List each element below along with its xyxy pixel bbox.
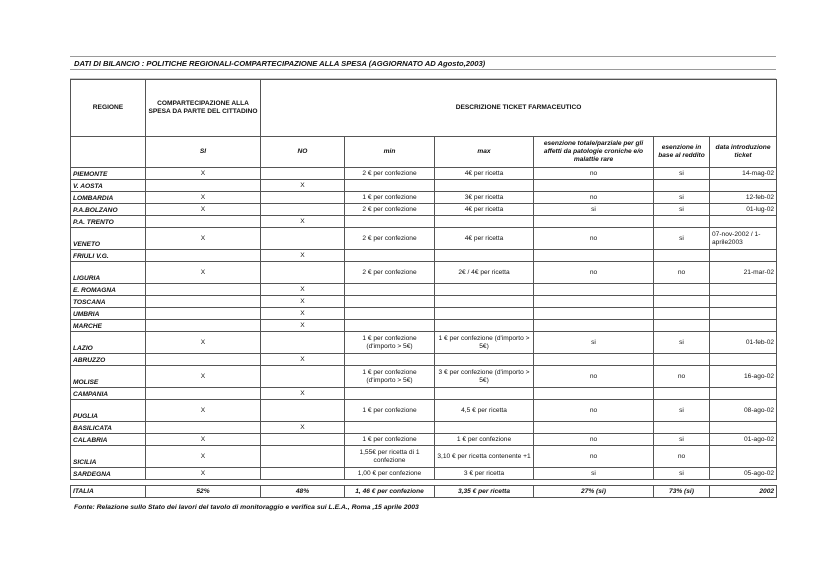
- cell-si: [146, 296, 261, 308]
- cell-min: 1 € per confezione: [345, 400, 435, 422]
- cell-max: [435, 388, 534, 400]
- cell-data: [710, 284, 777, 296]
- cell-no: X: [261, 296, 345, 308]
- cell-data: [710, 320, 777, 332]
- cell-si: X: [146, 204, 261, 216]
- cell-esenzione-patologie: no: [534, 400, 654, 422]
- cell-esenzione-patologie: [534, 354, 654, 366]
- cell-no: [261, 366, 345, 388]
- spacer-row: [70, 70, 776, 79]
- cell-esenzione-patologie: [534, 320, 654, 332]
- cell-max: 1 € per confezione (d'importo > 5€): [435, 332, 534, 354]
- cell-esenzione-patologie: [534, 180, 654, 192]
- data-table: [70, 79, 777, 498]
- header-si: SI: [146, 137, 261, 168]
- cell-esenzione-patologie: no: [534, 446, 654, 468]
- cell-data: 01-ago-02: [710, 434, 777, 446]
- cell-esenzione-patologie: [534, 388, 654, 400]
- cell-si: [146, 308, 261, 320]
- header-min: min: [345, 137, 435, 168]
- cell-max: 3€ per ricetta: [435, 192, 534, 204]
- cell-regione: TOSCANA: [71, 296, 146, 308]
- cell-min: 2 € per confezione: [345, 262, 435, 284]
- cell-no: [261, 262, 345, 284]
- cell-esenzione-reddito: [654, 422, 710, 434]
- cell-max: [435, 284, 534, 296]
- source-note: Fonte: Relazione sullo Stato dei lavori del tavolo di monitoraggio e verifica sui L.E.A., Roma ,15 aprile 2003: [74, 504, 419, 511]
- header-esenzione-patologie: esenzione totale/parziale per gli affetti da patologie croniche e/o malattie rare: [534, 137, 654, 168]
- table-row: [71, 262, 777, 284]
- cell-max: 2€ / 4€ per ricetta: [435, 262, 534, 284]
- cell-no: [261, 468, 345, 480]
- total-row: [71, 486, 777, 498]
- cell-esenzione-reddito: si: [654, 168, 710, 180]
- cell-data: 21-mar-02: [710, 262, 777, 284]
- cell-max: [435, 216, 534, 228]
- cell-max: [435, 422, 534, 434]
- header-empty: [71, 137, 146, 168]
- cell-esenzione-patologie: si: [534, 468, 654, 480]
- cell-regione: PUGLIA: [71, 400, 146, 422]
- cell-min: [345, 320, 435, 332]
- cell-no: X: [261, 250, 345, 262]
- cell-no: X: [261, 388, 345, 400]
- table-row: [71, 216, 777, 228]
- table-row: [71, 446, 777, 468]
- cell-max: 4€ per ricetta: [435, 168, 534, 180]
- cell-no: [261, 446, 345, 468]
- table-row: [71, 388, 777, 400]
- cell-regione: MARCHE: [71, 320, 146, 332]
- cell-esenzione-reddito: no: [654, 262, 710, 284]
- cell-si: X: [146, 192, 261, 204]
- cell-max: 4,5 € per ricetta: [435, 400, 534, 422]
- table-row: [71, 308, 777, 320]
- cell-esenzione-reddito: no: [654, 366, 710, 388]
- cell-max: [435, 308, 534, 320]
- cell-min: [345, 296, 435, 308]
- cell-regione: CALABRIA: [71, 434, 146, 446]
- cell-esenzione-reddito: [654, 216, 710, 228]
- cell-no: [261, 228, 345, 250]
- cell-no: X: [261, 308, 345, 320]
- table-row: [71, 192, 777, 204]
- cell-si: X: [146, 366, 261, 388]
- cell-esenzione-patologie: si: [534, 204, 654, 216]
- header-no: NO: [261, 137, 345, 168]
- cell-esenzione-patologie: [534, 284, 654, 296]
- cell-esenzione-patologie: [534, 308, 654, 320]
- cell-data: [710, 354, 777, 366]
- cell-data: 16-ago-02: [710, 366, 777, 388]
- cell-data: 14-mag-02: [710, 168, 777, 180]
- table-row: [71, 228, 777, 250]
- cell-data: 01-lug-02: [710, 204, 777, 216]
- cell-esenzione-patologie: [534, 250, 654, 262]
- cell-data: [710, 446, 777, 468]
- header-regione: REGIONE: [71, 80, 146, 137]
- cell-si: [146, 388, 261, 400]
- cell-esenzione-patologie: si: [534, 332, 654, 354]
- cell-data: [710, 180, 777, 192]
- cell-max: 3,10 € per ricetta contenente +1: [435, 446, 534, 468]
- cell-min: [345, 284, 435, 296]
- cell-min: [345, 216, 435, 228]
- cell-regione: SICILIA: [71, 446, 146, 468]
- table-row: [71, 284, 777, 296]
- cell-no: [261, 204, 345, 216]
- cell-esenzione-reddito: [654, 308, 710, 320]
- cell-esenzione-reddito: no: [654, 446, 710, 468]
- cell-esenzione-reddito: si: [654, 228, 710, 250]
- cell-data: 01-feb-02: [710, 332, 777, 354]
- cell-si: [146, 180, 261, 192]
- cell-regione: CAMPANIA: [71, 388, 146, 400]
- cell-max: 3 € per ricetta: [435, 468, 534, 480]
- cell-esenzione-reddito: si: [654, 434, 710, 446]
- cell-no: X: [261, 180, 345, 192]
- total-data: 2002: [710, 486, 777, 498]
- cell-esenzione-patologie: no: [534, 168, 654, 180]
- cell-max: [435, 320, 534, 332]
- cell-esenzione-reddito: si: [654, 332, 710, 354]
- cell-data: 12-feb-02: [710, 192, 777, 204]
- total-esenzione-patologie: 27% (si): [534, 486, 654, 498]
- cell-esenzione-reddito: si: [654, 400, 710, 422]
- cell-si: X: [146, 168, 261, 180]
- cell-esenzione-patologie: [534, 296, 654, 308]
- header-descrizione: DESCRIZIONE TICKET FARMACEUTICO: [261, 80, 777, 137]
- cell-no: X: [261, 216, 345, 228]
- cell-esenzione-reddito: si: [654, 204, 710, 216]
- cell-min: 2 € per confezione: [345, 228, 435, 250]
- cell-data: 08-ago-02: [710, 400, 777, 422]
- cell-max: [435, 354, 534, 366]
- cell-no: [261, 400, 345, 422]
- cell-max: [435, 180, 534, 192]
- page-title: DATI DI BILANCIO : POLITICHE REGIONALI-COMPARTECIPAZIONE ALLA SPESA (AGGIORNATO AD Agosto,2003): [70, 56, 776, 70]
- cell-regione: P.A. TRENTO: [71, 216, 146, 228]
- cell-esenzione-patologie: [534, 216, 654, 228]
- spreadsheet: [70, 56, 776, 511]
- cell-data: [710, 250, 777, 262]
- cell-data: [710, 388, 777, 400]
- cell-esenzione-patologie: no: [534, 262, 654, 284]
- cell-max: 1 € per confezione: [435, 434, 534, 446]
- cell-min: [345, 308, 435, 320]
- cell-regione: LOMBARDIA: [71, 192, 146, 204]
- cell-regione: BASILICATA: [71, 422, 146, 434]
- table-row: [71, 168, 777, 180]
- cell-si: [146, 250, 261, 262]
- table-row: [71, 400, 777, 422]
- total-max: 3,35 € per ricetta: [435, 486, 534, 498]
- cell-data: [710, 308, 777, 320]
- cell-max: 3 € per confezione (d'importo > 5€): [435, 366, 534, 388]
- cell-regione: LIGURIA: [71, 262, 146, 284]
- cell-data: 07-nov-2002 / 1-aprile2003: [710, 228, 777, 250]
- cell-regione: V. AOSTA: [71, 180, 146, 192]
- table-row: [71, 296, 777, 308]
- cell-regione: VENETO: [71, 228, 146, 250]
- table-row: [71, 434, 777, 446]
- cell-si: [146, 354, 261, 366]
- cell-no: [261, 168, 345, 180]
- cell-min: 2 € per confezione: [345, 168, 435, 180]
- header-row-2: [71, 137, 777, 168]
- cell-min: 1,00 € per confezione: [345, 468, 435, 480]
- cell-esenzione-patologie: no: [534, 434, 654, 446]
- cell-data: 05-ago-02: [710, 468, 777, 480]
- cell-min: [345, 250, 435, 262]
- table-row: [71, 354, 777, 366]
- total-regione: ITALIA: [71, 486, 146, 498]
- header-max: max: [435, 137, 534, 168]
- table-row: [71, 204, 777, 216]
- cell-min: [345, 422, 435, 434]
- cell-esenzione-reddito: [654, 180, 710, 192]
- cell-regione: LAZIO: [71, 332, 146, 354]
- header-data-ticket: data introduzione ticket: [710, 137, 777, 168]
- total-si: 52%: [146, 486, 261, 498]
- cell-max: 4€ per ricetta: [435, 228, 534, 250]
- cell-data: [710, 216, 777, 228]
- cell-esenzione-reddito: [654, 284, 710, 296]
- cell-esenzione-patologie: no: [534, 192, 654, 204]
- cell-si: X: [146, 400, 261, 422]
- table-row: [71, 250, 777, 262]
- cell-regione: FRIULI V.G.: [71, 250, 146, 262]
- header-compartecipazione: COMPARTECIPAZIONE ALLA SPESA DA PARTE DEL CITTADINO: [146, 80, 261, 137]
- cell-no: X: [261, 320, 345, 332]
- cell-data: [710, 422, 777, 434]
- cell-si: X: [146, 262, 261, 284]
- header-esenzione-reddito: esenzione in base al reddito: [654, 137, 710, 168]
- cell-si: [146, 320, 261, 332]
- cell-min: 1 € per confezione (d'importo > 5€): [345, 366, 435, 388]
- cell-min: 1 € per confezione (d'importo > 5€): [345, 332, 435, 354]
- cell-max: 4€ per ricetta: [435, 204, 534, 216]
- cell-si: X: [146, 332, 261, 354]
- table-row: [71, 468, 777, 480]
- table-row: [71, 332, 777, 354]
- table-row: [71, 366, 777, 388]
- cell-regione: UMBRIA: [71, 308, 146, 320]
- cell-max: [435, 250, 534, 262]
- cell-esenzione-patologie: no: [534, 366, 654, 388]
- cell-no: [261, 434, 345, 446]
- cell-esenzione-reddito: [654, 296, 710, 308]
- cell-si: [146, 216, 261, 228]
- cell-si: [146, 422, 261, 434]
- cell-max: [435, 296, 534, 308]
- cell-esenzione-reddito: si: [654, 192, 710, 204]
- table-row: [71, 320, 777, 332]
- cell-regione: SARDEGNA: [71, 468, 146, 480]
- cell-regione: MOLISE: [71, 366, 146, 388]
- total-min: 1, 46 € per confezione: [345, 486, 435, 498]
- cell-esenzione-reddito: si: [654, 468, 710, 480]
- cell-esenzione-patologie: [534, 422, 654, 434]
- cell-min: [345, 180, 435, 192]
- cell-si: X: [146, 468, 261, 480]
- cell-min: 1,55€ per ricetta di 1 confezione: [345, 446, 435, 468]
- table-row: [71, 422, 777, 434]
- cell-regione: PIEMONTE: [71, 168, 146, 180]
- cell-min: 1 € per confezione: [345, 434, 435, 446]
- cell-regione: P.A.BOLZANO: [71, 204, 146, 216]
- cell-no: X: [261, 284, 345, 296]
- cell-si: [146, 284, 261, 296]
- cell-regione: E. ROMAGNA: [71, 284, 146, 296]
- cell-esenzione-reddito: [654, 388, 710, 400]
- cell-si: X: [146, 434, 261, 446]
- cell-min: [345, 388, 435, 400]
- cell-esenzione-reddito: [654, 354, 710, 366]
- table-row: [71, 180, 777, 192]
- cell-regione: ABRUZZO: [71, 354, 146, 366]
- cell-min: 2 € per confezione: [345, 204, 435, 216]
- cell-si: X: [146, 446, 261, 468]
- cell-no: [261, 192, 345, 204]
- cell-no: X: [261, 354, 345, 366]
- total-no: 48%: [261, 486, 345, 498]
- cell-esenzione-reddito: [654, 250, 710, 262]
- cell-si: X: [146, 228, 261, 250]
- header-row-1: [71, 80, 777, 137]
- cell-min: [345, 354, 435, 366]
- cell-min: 1 € per confezione: [345, 192, 435, 204]
- cell-esenzione-patologie: no: [534, 228, 654, 250]
- cell-no: [261, 332, 345, 354]
- cell-data: [710, 296, 777, 308]
- cell-no: X: [261, 422, 345, 434]
- cell-esenzione-reddito: [654, 320, 710, 332]
- total-esenzione-reddito: 73% (si): [654, 486, 710, 498]
